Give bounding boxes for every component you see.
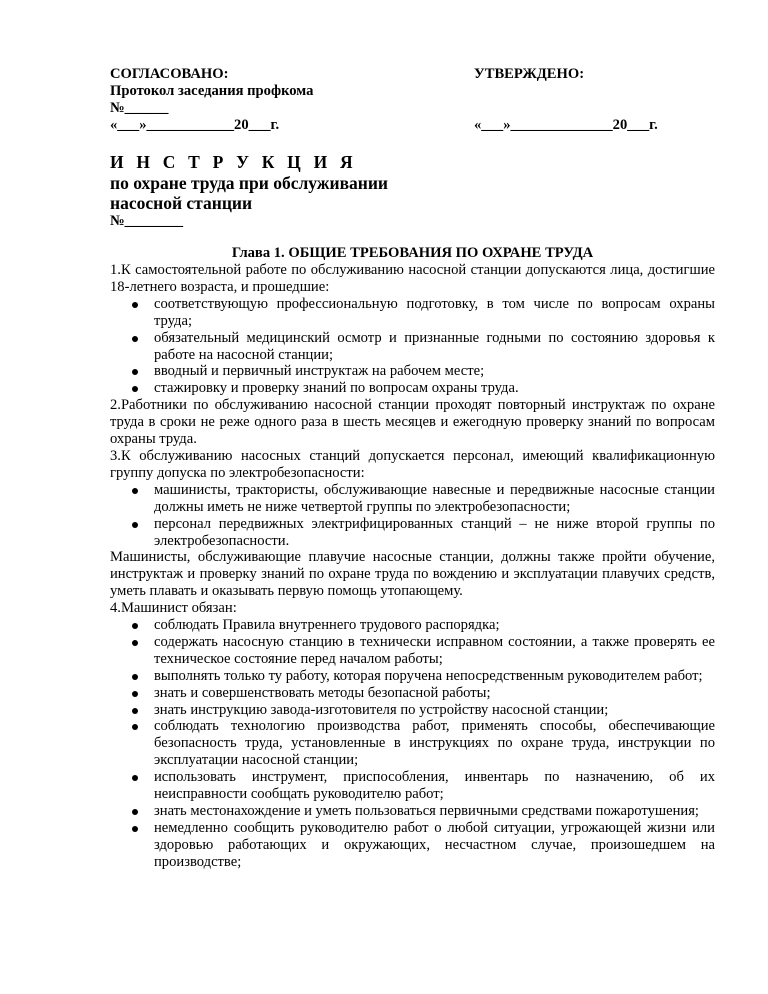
list-item — [110, 769, 715, 803]
bullet-icon — [132, 809, 138, 815]
agreed-date: «___»____________20___г. — [110, 117, 280, 133]
document-page — [110, 66, 715, 871]
list-item-text: соответствующую профессиональную подготовку, в том числе по вопросам охраны труда; — [154, 295, 715, 329]
list-item — [110, 516, 715, 550]
list-item-text: использовать инструмент, приспособления, инвентарь по назначению, об их неисправности сообщать руководителю работ; — [154, 769, 715, 803]
list-item-text: стажировку и проверку знаний по вопросам охраны труда. — [154, 380, 519, 397]
list-item-text: вводный и первичный инструктаж на рабочем месте; — [154, 363, 485, 380]
bullet-icon — [132, 302, 138, 308]
approved-date: «___»______________20___г. — [474, 117, 658, 133]
list-item — [110, 363, 715, 380]
bullet-icon — [132, 826, 138, 832]
list-item-text: выполнять только ту работу, которая поручена непосредственным руководителем работ; — [154, 667, 703, 684]
bullet-icon — [132, 775, 138, 781]
paragraph-1: 1.К самостоятельной работе по обслуживанию насосной станции допускаются лица, достигшие 18-летнего возраста, и прошедшие: — [110, 262, 715, 295]
bullet-icon — [132, 386, 138, 392]
paragraph-4-list — [110, 617, 715, 871]
list-item-text: соблюдать Правила внутреннего трудового распорядка; — [154, 617, 500, 634]
bullet-icon — [132, 708, 138, 714]
bullet-icon — [132, 488, 138, 494]
list-item — [110, 617, 715, 634]
approved-heading: УТВЕРЖДЕНО: — [474, 66, 585, 82]
approved-block — [474, 66, 714, 134]
bullet-icon — [132, 691, 138, 697]
agreed-heading: СОГЛАСОВАНО: — [110, 66, 229, 82]
bullet-icon — [132, 640, 138, 646]
paragraph-2: 2.Работники по обслуживанию насосной станции проходят повторный инструктаж по охране труда в сроки не реже одного раза в шесть месяцев и ежегодную проверку знаний по вопросам охраны труда. — [110, 397, 715, 448]
list-item — [110, 718, 715, 769]
list-item — [110, 820, 715, 871]
list-item — [110, 380, 715, 397]
bullet-icon — [132, 522, 138, 528]
list-item — [110, 296, 715, 330]
instruction-number: №________ — [110, 213, 184, 229]
list-item-text: соблюдать технологию производства работ, применять способы, обеспечивающие безопасность труда, установленные в инструкциях по охране труда, инструкции по эксплуатации насосной станции; — [154, 718, 715, 769]
bullet-icon — [132, 674, 138, 680]
title-line-1: по охране труда при обслуживании — [110, 173, 389, 193]
list-item-text: персонал передвижных электрифицированных станций – не ниже второй группы по электробезопасности. — [154, 515, 715, 549]
list-item-text: знать инструкцию завода-изготовителя по устройству насосной станции; — [154, 701, 609, 718]
paragraph-4: 4.Машинист обязан: — [110, 600, 237, 617]
list-item-text: знать и совершенствовать методы безопасной работы; — [154, 684, 491, 701]
list-item-text: немедленно сообщить руководителю работ о любой ситуации, угрожающей жизни или здоровью работающих и окружающих, несчастном случае, произошедшем на производстве; — [154, 819, 715, 870]
list-item — [110, 702, 715, 719]
bullet-icon — [132, 336, 138, 342]
list-item-text: знать местонахождение и уметь пользоваться первичными средствами пожаротушения; — [154, 803, 699, 819]
protocol-label: Протокол заседания профкома — [110, 83, 314, 99]
bullet-icon — [132, 369, 138, 375]
bullet-icon — [132, 724, 138, 730]
list-item — [110, 668, 715, 685]
list-item — [110, 685, 715, 702]
title-main: И Н С Т Р У К Ц И Я — [110, 152, 357, 172]
paragraph-3-note: Машинисты, обслуживающие плавучие насосные станции, должны также пройти обучение, инструктаж и проверку знаний по охране труда по вождению и эксплуатации плавучих средств, уметь плавать и оказывать первую помощь утопающему. — [110, 549, 715, 600]
protocol-number: №______ — [110, 100, 169, 116]
approval-header — [110, 66, 715, 136]
list-item-text: содержать насосную станцию в технически исправном состоянии, а также проверять ее техническое состояние перед началом работы; — [154, 633, 715, 667]
list-item — [110, 482, 715, 516]
list-item — [110, 330, 715, 364]
agreed-block — [110, 66, 410, 134]
list-item-text: обязательный медицинский осмотр и признанные годными по состоянию здоровья к работе на насосной станции; — [154, 329, 715, 363]
title-line-2: насосной станции — [110, 193, 253, 213]
list-item-text: машинисты, трактористы, обслуживающие навесные и передвижные насосные станции должны иметь не ниже четвертой группы по электробезопасности; — [154, 481, 715, 515]
bullet-icon — [132, 623, 138, 629]
paragraph-3: 3.К обслуживанию насосных станций допускается персонал, имеющий квалификационную группу допуска по электробезопасности: — [110, 447, 715, 481]
paragraph-3-list — [110, 482, 715, 550]
chapter-heading: Глава 1. ОБЩИЕ ТРЕБОВАНИЯ ПО ОХРАНЕ ТРУДА — [231, 245, 594, 261]
document-title — [110, 152, 715, 230]
list-item — [110, 634, 715, 668]
paragraph-1-list — [110, 296, 715, 397]
list-item — [110, 803, 715, 820]
